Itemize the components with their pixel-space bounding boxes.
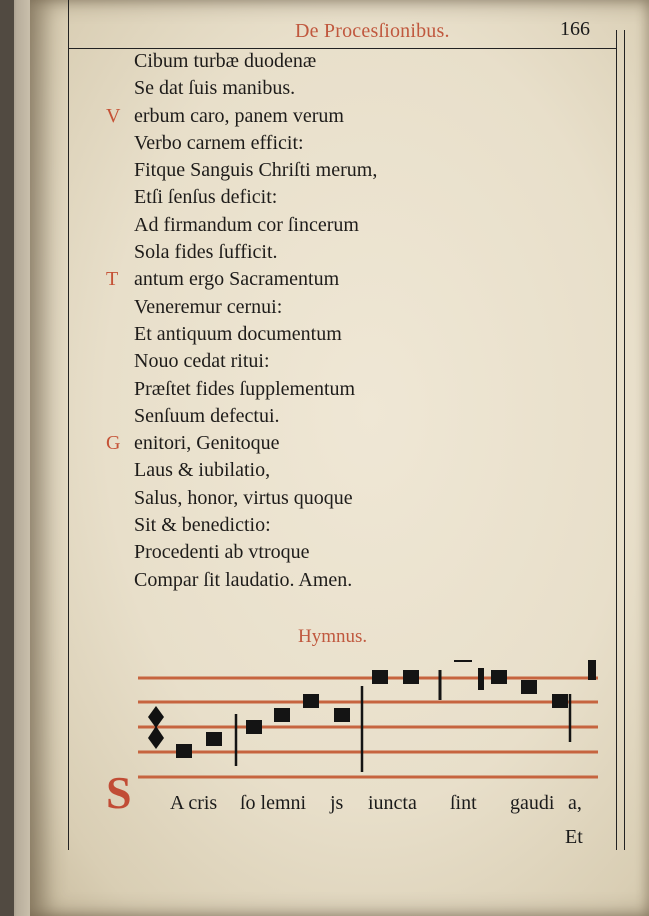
neume-note <box>274 708 290 722</box>
verse-line <box>106 75 506 102</box>
chant-initial: S <box>106 767 132 818</box>
verse-line <box>106 239 506 266</box>
verse-line <box>106 512 506 539</box>
verse-text: Procedenti ab vtroque <box>134 541 310 564</box>
verse-line <box>106 348 506 375</box>
running-head: De Procesſionibus. <box>295 20 450 42</box>
verse-line <box>106 130 506 157</box>
verse-text: Senſuum defectui. <box>134 404 280 427</box>
verse-line <box>106 294 506 321</box>
verse-line <box>106 457 506 484</box>
verse-line <box>106 157 506 184</box>
hymn-heading: Hymnus. <box>298 626 368 647</box>
verse-text: Fitque Sanguis Chriſti merum, <box>134 159 378 182</box>
verse-text: Se dat ſuis manibus. <box>134 77 296 100</box>
verse-text: Ad firmandum cor ſincerum <box>134 213 359 236</box>
rubric-initial: T <box>106 268 119 291</box>
frame-left-rule <box>68 0 69 850</box>
verse-line <box>106 48 506 75</box>
verse-line <box>106 430 506 457</box>
verse-line <box>106 376 506 403</box>
chant-staff <box>138 660 598 790</box>
verse-text: enitori, Genitoque <box>134 432 280 455</box>
neume-note <box>372 670 388 684</box>
verse-line <box>106 321 506 348</box>
verse-text: Salus, honor, virtus quoque <box>134 486 353 509</box>
verse-line <box>106 184 506 211</box>
verse-line <box>106 403 506 430</box>
chant-text-underlay <box>30 792 649 822</box>
verse-text: Sola fides ſufficit. <box>134 241 278 264</box>
frame-right-rule <box>616 30 617 850</box>
chant-syllable: a, <box>568 792 582 814</box>
verse-text: Nouo cedat ritui: <box>134 350 270 373</box>
neume-note <box>334 708 350 722</box>
neume-note <box>552 694 568 708</box>
neume-note <box>246 720 262 734</box>
verse-text: Cibum turbæ duodenæ <box>134 50 317 72</box>
verse-text: erbum caro, panem verum <box>134 104 344 127</box>
verse-text: Et antiquum documentum <box>134 322 342 345</box>
hymn-verses <box>106 48 506 594</box>
chant-syllable: ſint <box>450 792 477 814</box>
verse-line <box>106 266 506 293</box>
verse-text: Sit & benedictio: <box>134 514 271 537</box>
neume-note <box>491 670 507 684</box>
neume-note <box>303 694 319 708</box>
chant-syllable: js <box>330 792 344 814</box>
verse-line <box>106 103 506 130</box>
verse-text: Verbo carnem efficit: <box>134 131 304 154</box>
verse-text: Veneremur cernui: <box>134 295 283 318</box>
verse-text: Laus & iubilatio, <box>134 459 271 482</box>
verse-text: Compar ſit laudatio. Amen. <box>134 568 353 591</box>
custos-mark <box>588 660 596 680</box>
catchword: Et <box>565 826 583 848</box>
neume-note <box>521 680 537 694</box>
chant-syllable: A cris <box>170 792 218 814</box>
book-page <box>30 0 649 916</box>
neume-note <box>454 660 472 662</box>
verse-text: Etſi ſenſus deficit: <box>134 186 278 209</box>
page-number: 166 <box>560 18 590 40</box>
chant-syllable: iuncta <box>368 792 417 814</box>
rubric-initial: G <box>106 432 121 455</box>
verse-text: antum ergo Sacramentum <box>134 268 340 291</box>
verse-text: Præſtet fides ſupplementum <box>134 377 356 400</box>
rubric-initial: V <box>106 104 121 127</box>
neume-note <box>206 732 222 746</box>
verse-line <box>106 567 506 594</box>
chant-syllable: gaudi <box>510 792 555 814</box>
frame-right-outer-rule <box>624 30 625 850</box>
chant-syllable: ſo lemni <box>240 792 307 814</box>
neume-note <box>478 668 484 690</box>
neume-note <box>176 744 192 758</box>
neume-note <box>403 670 419 684</box>
verse-line <box>106 212 506 239</box>
verse-line <box>106 485 506 512</box>
verse-line <box>106 539 506 566</box>
book-gutter <box>0 0 14 916</box>
